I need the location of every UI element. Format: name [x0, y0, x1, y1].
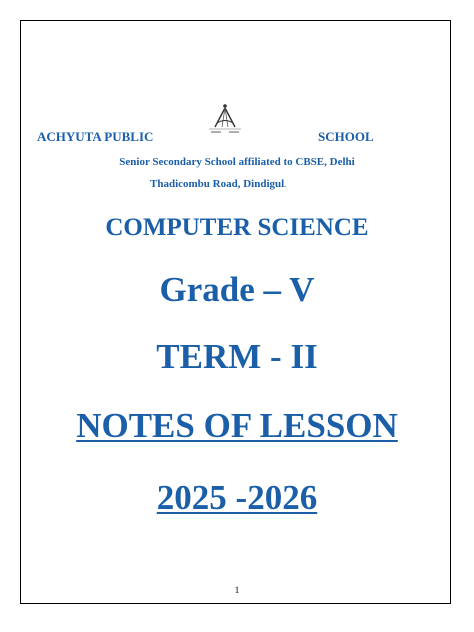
address-trailing-dot: . [284, 181, 286, 189]
document-type-text: NOTES OF LESSON [76, 406, 398, 445]
school-emblem-icon [203, 103, 247, 137]
address-text [150, 178, 286, 190]
grade-title: Grade – V [159, 270, 315, 309]
page-number: 1 [234, 585, 240, 595]
affiliation-text: Senior Secondary School affiliated to CBSE, Delhi [119, 156, 355, 168]
academic-year-text: 2025 -2026 [156, 478, 318, 517]
address-line: Thadicombu Road, Dindigul [150, 178, 285, 190]
term-title: TERM - II [156, 337, 318, 376]
document-type-title [0, 406, 474, 446]
subject-title: COMPUTER SCIENCE [105, 214, 369, 241]
school-name-right: SCHOOL [318, 129, 374, 144]
academic-year-title [0, 478, 474, 518]
school-name-left: ACHYUTA PUBLIC [37, 129, 154, 144]
